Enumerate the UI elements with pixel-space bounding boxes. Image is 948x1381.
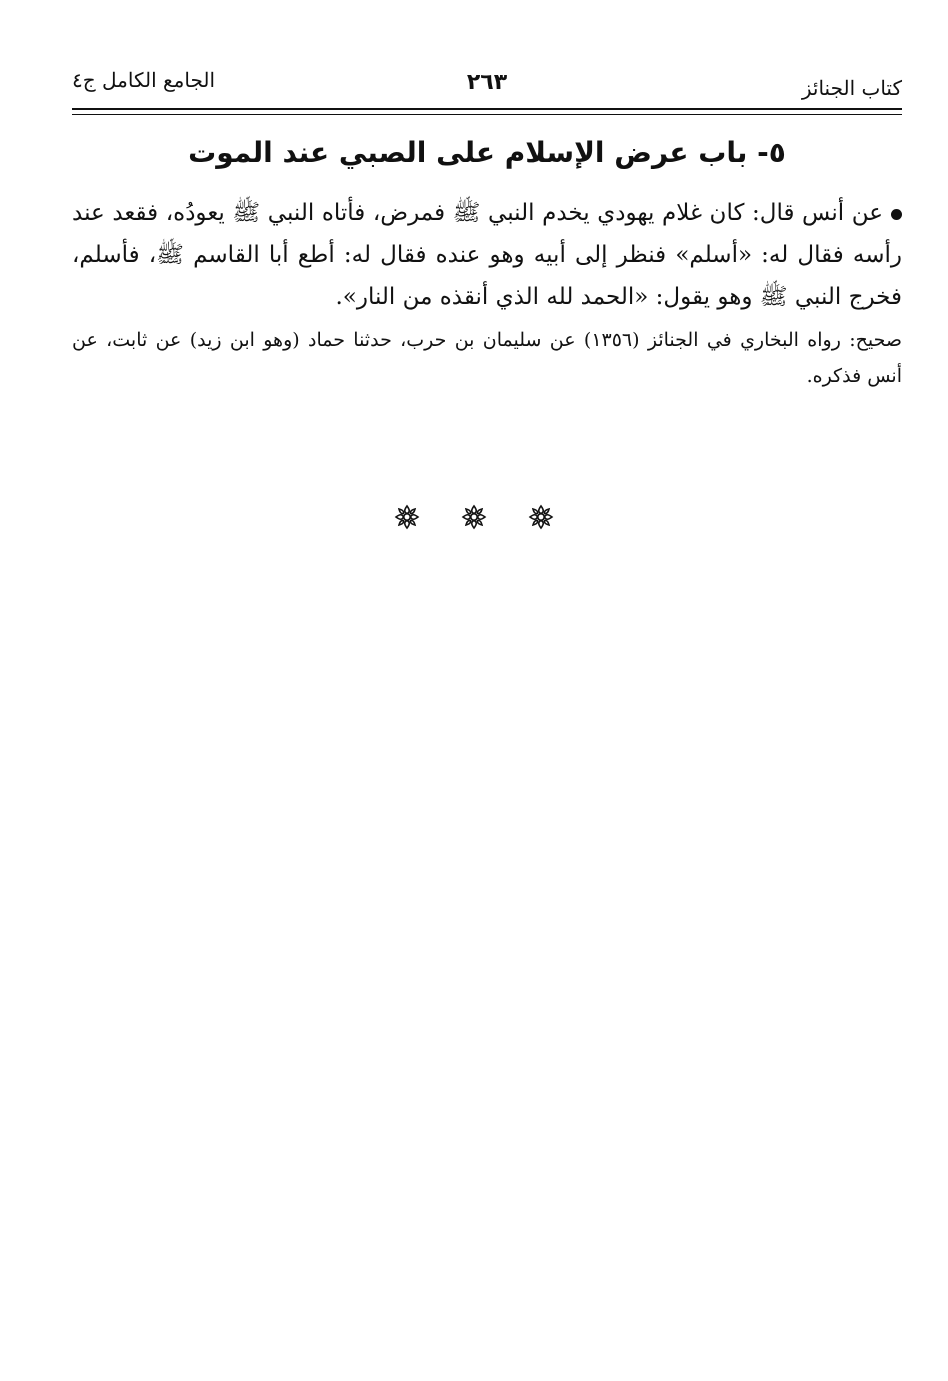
floral-ornament-icon xyxy=(528,504,554,530)
header-book-title: الجامع الكامل ج٤ xyxy=(72,68,216,92)
header-book-section: كتاب الجنائز xyxy=(801,76,902,100)
floral-ornament-icon xyxy=(394,504,420,530)
chapter-title: ٥- باب عرض الإسلام على الصبي عند الموت xyxy=(188,136,786,169)
bullet-icon xyxy=(891,209,902,220)
floral-ornament-icon xyxy=(461,504,487,530)
header-page-number: ٢٦٣ xyxy=(466,70,508,95)
header-rule-thick xyxy=(72,108,902,110)
hadith-paragraph xyxy=(72,192,902,318)
running-header xyxy=(72,66,902,102)
takhrij-paragraph: صحيح: رواه البخاري في الجنائز (١٣٥٦) عن سليمان بن حرب، حدثنا حماد (وهو ابن زيد) عن ثابت، عن أنس فذكره. xyxy=(72,329,902,387)
hadith-text: عن أنس قال: كان غلام يهودي يخدم النبي ﷺ فمرض، فأتاه النبي ﷺ يعودُه، فقعد عند رأسه فقال له: «أسلم» فنظر إلى أبيه وهو عنده فقال له: أطع أبا القاسم ﷺ، فأسلم، فخرج النبي ﷺ وهو يقول: «الحمد لله الذي أنقذه من النار». xyxy=(72,200,902,310)
header-rule-thin xyxy=(72,114,902,115)
section-end-ornaments xyxy=(0,504,948,530)
